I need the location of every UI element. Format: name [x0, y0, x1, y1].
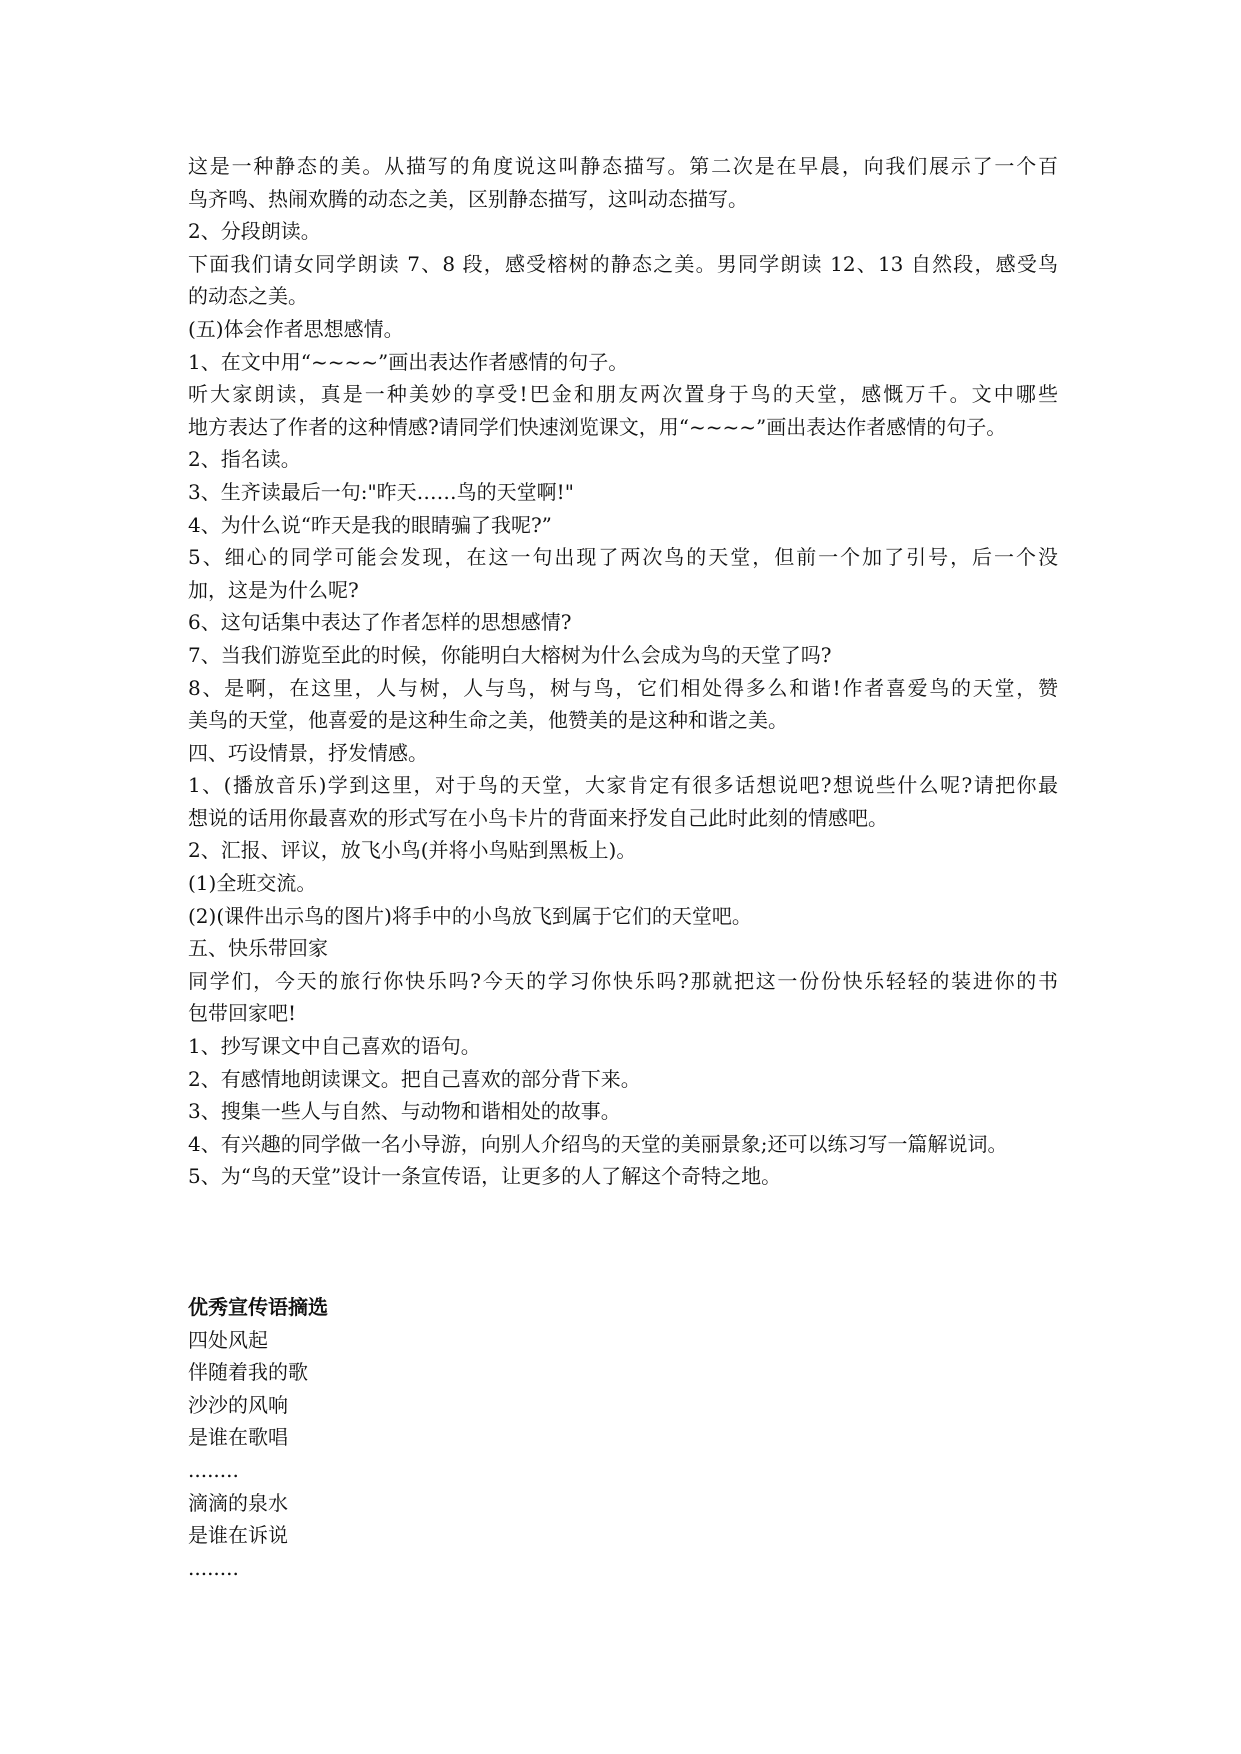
list-item: 1、抄写课文中自己喜欢的语句。 — [188, 1034, 481, 1059]
excerpt-ellipsis: ........ — [188, 1457, 239, 1482]
paragraph-line: 地方表达了作者的这种情感?请同学们快速浏览课文，用“~~~~”画出表达作者感情的句子。 — [188, 414, 1007, 439]
section-heading: (五)体会作者思想感情。 — [188, 316, 404, 341]
paragraph-line: 下面我们请女同学朗读 7、8 段，感受榕树的静态之美。男同学朗读 12、13 自然段，感受鸟 — [188, 251, 1058, 276]
paragraph-line: 鸟齐鸣、热闹欢腾的动态之美，区别静态描写，这叫动态描写。 — [188, 186, 748, 211]
paragraph-line: 听大家朗读，真是一种美妙的享受!巴金和朋友两次置身于鸟的天堂，感慨万千。文中哪些 — [188, 382, 1058, 407]
list-item: 1、(播放音乐)学到这里，对于鸟的天堂，大家肯定有很多话想说吧?想说些什么呢?请把你最 — [188, 773, 1058, 798]
section-heading: 五、快乐带回家 — [188, 936, 328, 961]
list-item: 2、有感情地朗读课文。把自己喜欢的部分背下来。 — [188, 1066, 641, 1091]
list-item: 2、指名读。 — [188, 447, 301, 472]
paragraph-line: 同学们，今天的旅行你快乐吗?今天的学习你快乐吗?那就把这一份份快乐轻轻的装进你的书 — [188, 968, 1058, 993]
list-item: 5、为“鸟的天堂”设计一条宣传语，让更多的人了解这个奇特之地。 — [188, 1164, 782, 1189]
list-item: 2、分段朗读。 — [188, 219, 321, 244]
excerpt-ellipsis: ........ — [188, 1555, 239, 1580]
list-item: 8、是啊，在这里，人与树，人与鸟，树与鸟，它们相处得多么和谐!作者喜爱鸟的天堂，赞 — [188, 675, 1058, 700]
paragraph-line: 包带回家吧! — [188, 1001, 297, 1026]
list-item: 6、这句话集中表达了作者怎样的思想感情? — [188, 610, 572, 635]
list-item: (1)全班交流。 — [188, 871, 317, 896]
list-item: 5、细心的同学可能会发现，在这一句出现了两次鸟的天堂，但前一个加了引号，后一个没 — [188, 545, 1058, 570]
excerpt-line: 沙沙的风响 — [188, 1392, 288, 1417]
excerpt-line: 四处风起 — [188, 1327, 268, 1352]
list-item: 4、为什么说“昨天是我的眼睛骗了我呢?” — [188, 512, 552, 537]
paragraph-line: 美鸟的天堂，他喜爱的是这种生命之美，他赞美的是这种和谐之美。 — [188, 708, 788, 733]
excerpt-heading: 优秀宣传语摘选 — [188, 1295, 328, 1319]
excerpt-line: 是谁在歌唱 — [188, 1425, 288, 1450]
list-item: 3、生齐读最后一句:"昨天……鸟的天堂啊!" — [188, 479, 574, 504]
document-page — [188, 150, 1058, 1584]
section-heading: 四、巧设情景，抒发情感。 — [188, 740, 428, 765]
excerpt-line: 滴滴的泉水 — [188, 1490, 288, 1515]
list-item: 7、当我们游览至此的时候，你能明白大榕树为什么会成为鸟的天堂了吗? — [188, 642, 832, 667]
section-spacer — [188, 1193, 1058, 1291]
list-item: 4、有兴趣的同学做一名小导游，向别人介绍鸟的天堂的美丽景象;还可以练习写一篇解说词。 — [188, 1131, 1008, 1156]
paragraph-line: 想说的话用你最喜欢的形式写在小鸟卡片的背面来抒发自己此时此刻的情感吧。 — [188, 805, 888, 830]
paragraph-line: 的动态之美。 — [188, 284, 308, 309]
excerpt-line: 伴随着我的歌 — [188, 1360, 308, 1385]
list-item: 1、在文中用“~~~~”画出表达作者感情的句子。 — [188, 349, 629, 374]
list-item: (2)(课件出示鸟的图片)将手中的小鸟放飞到属于它们的天堂吧。 — [188, 903, 752, 928]
paragraph-line: 这是一种静态的美。从描写的角度说这叫静态描写。第二次是在早晨，向我们展示了一个百 — [188, 154, 1058, 178]
excerpt-line: 是谁在诉说 — [188, 1523, 288, 1548]
paragraph-line: 加，这是为什么呢? — [188, 577, 359, 602]
list-item: 3、搜集一些人与自然、与动物和谐相处的故事。 — [188, 1099, 621, 1124]
list-item: 2、汇报、评议，放飞小鸟(并将小鸟贴到黑板上)。 — [188, 838, 637, 863]
